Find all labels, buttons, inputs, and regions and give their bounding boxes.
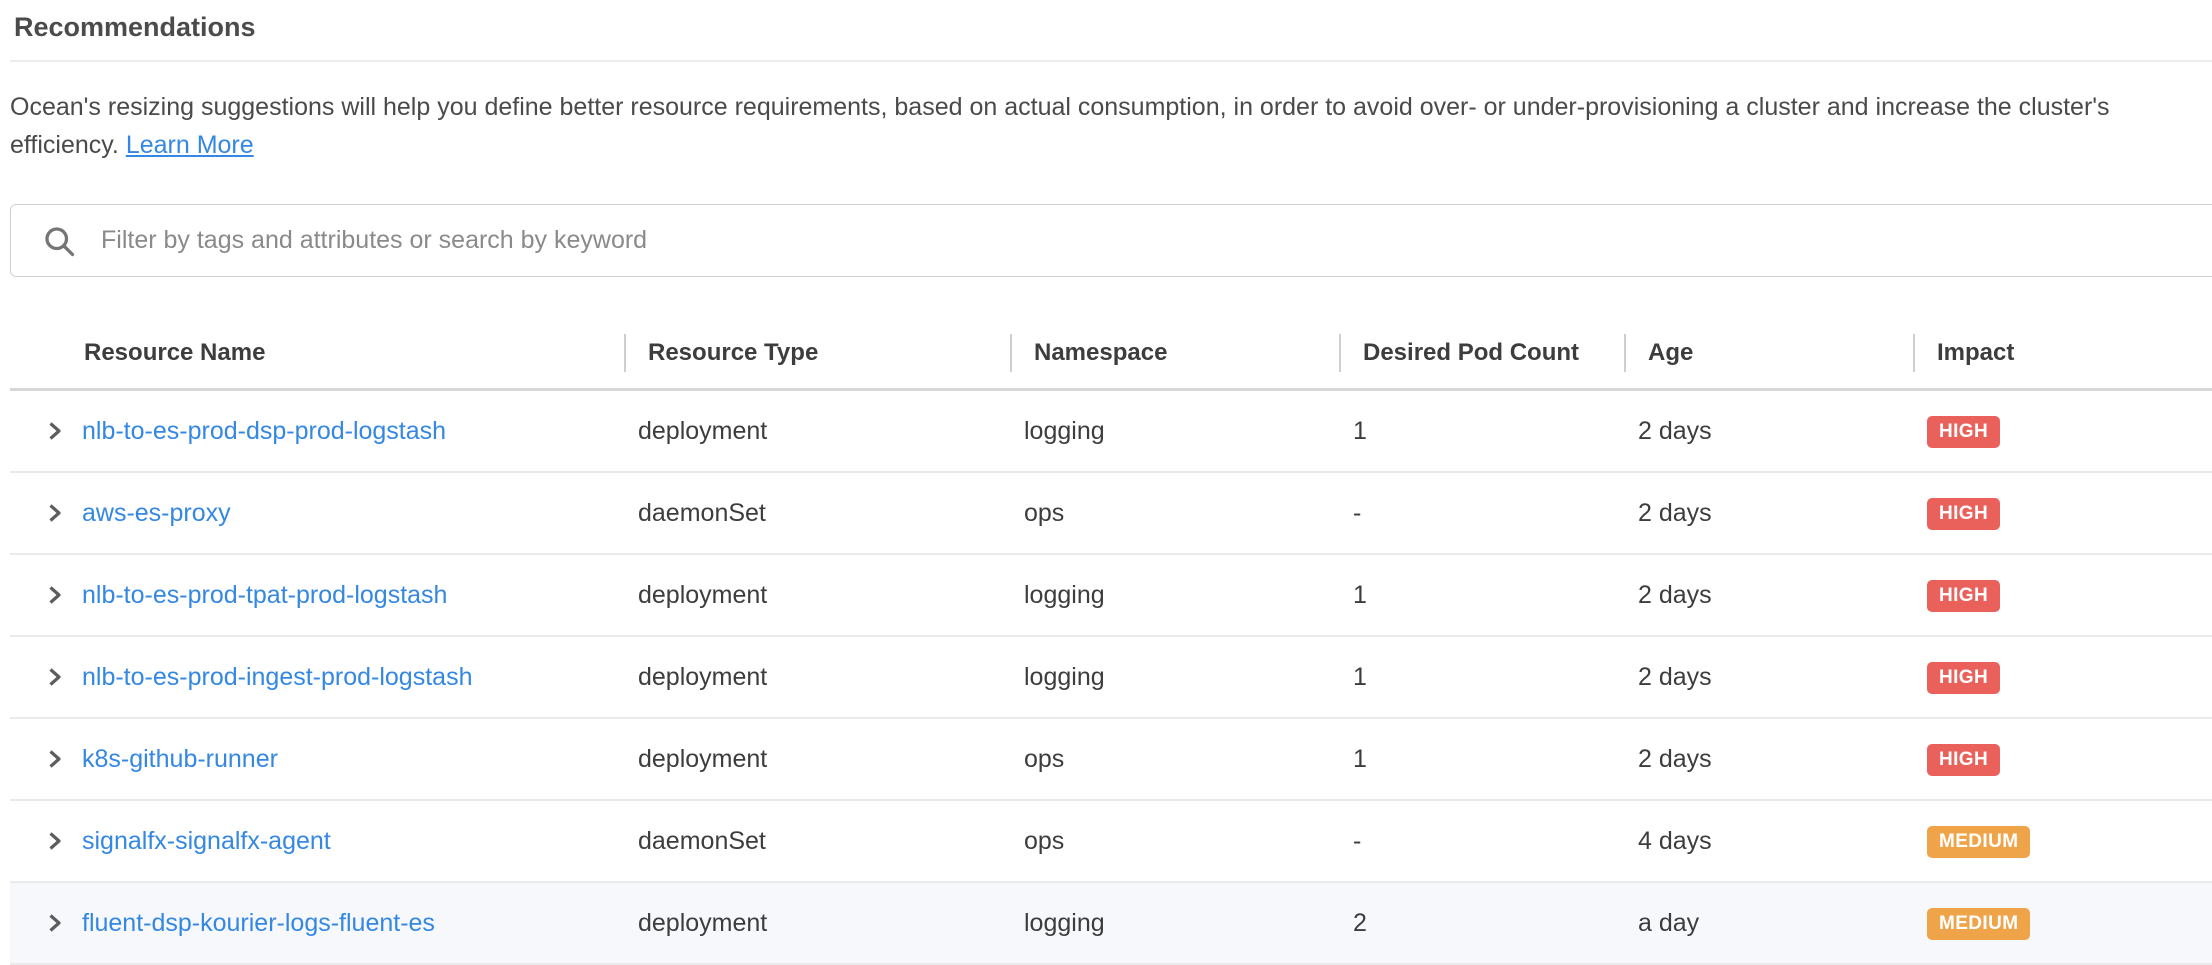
page-description [10, 88, 2170, 164]
resource-name-cell [10, 909, 624, 938]
impact-badge: HIGH [1927, 744, 2000, 776]
resource-type-cell: deployment [638, 580, 768, 609]
column-header-desired-pod-count: Desired Pod Count [1339, 318, 1624, 388]
age-cell: 2 days [1638, 662, 1712, 691]
impact-cell [1913, 497, 2212, 530]
namespace-cell: logging [1024, 416, 1105, 445]
impact-cell [1913, 579, 2212, 612]
impact-cell [1913, 415, 2212, 448]
column-header-namespace: Namespace [1010, 318, 1339, 388]
resource-name-cell [10, 417, 624, 446]
page-title: Recommendations [14, 12, 256, 42]
impact-badge: HIGH [1927, 498, 2000, 530]
resource-name-cell [10, 581, 624, 610]
description-text: Ocean's resizing suggestions will help you define better resource requirements, based on actual consumption, in order to avoid over- or under-provisioning a cluster and increase the cluster's efficiency. [10, 93, 2110, 159]
resource-type-cell: deployment [638, 908, 768, 937]
table-row[interactable] [10, 883, 2212, 965]
namespace-cell: logging [1024, 908, 1105, 937]
table-row[interactable] [10, 719, 2212, 801]
expand-chevron-icon[interactable] [42, 829, 66, 853]
resource-name-cell [10, 499, 624, 528]
resource-name-cell [10, 745, 624, 774]
age-cell: 4 days [1638, 826, 1712, 855]
expand-chevron-icon[interactable] [42, 665, 66, 689]
impact-cell [1913, 661, 2212, 694]
search-input[interactable] [99, 225, 2212, 256]
resource-name-link[interactable]: nlb-to-es-prod-ingest-prod-logstash [82, 662, 473, 691]
pod-count-cell: 1 [1353, 744, 1367, 773]
recommendations-table [10, 318, 2212, 965]
namespace-cell: ops [1024, 826, 1065, 855]
pod-count-cell: 1 [1353, 662, 1367, 691]
age-cell: 2 days [1638, 580, 1712, 609]
table-header [10, 318, 2212, 391]
search-icon [41, 223, 77, 259]
resource-name-link[interactable]: signalfx-signalfx-agent [82, 826, 331, 855]
expand-chevron-icon[interactable] [42, 501, 66, 525]
impact-badge: HIGH [1927, 416, 2000, 448]
resource-name-cell [10, 827, 624, 856]
namespace-cell: ops [1024, 498, 1065, 527]
pod-count-cell: - [1353, 826, 1362, 855]
title-divider [10, 60, 2212, 62]
table-row[interactable] [10, 637, 2212, 719]
column-header-resource-type: Resource Type [624, 318, 1010, 388]
table-row[interactable] [10, 391, 2212, 473]
learn-more-link[interactable]: Learn More [125, 131, 254, 159]
age-cell: 2 days [1638, 498, 1712, 527]
table-row[interactable] [10, 801, 2212, 883]
column-header-resource-name: Resource Name [84, 339, 266, 366]
table-body [10, 391, 2212, 965]
namespace-cell: ops [1024, 744, 1065, 773]
resource-type-cell: deployment [638, 744, 768, 773]
column-header-impact: Impact [1913, 318, 2212, 388]
expand-chevron-icon[interactable] [42, 583, 66, 607]
resource-name-link[interactable]: nlb-to-es-prod-dsp-prod-logstash [82, 416, 447, 445]
impact-badge: HIGH [1927, 662, 2000, 694]
age-cell: 2 days [1638, 744, 1712, 773]
age-cell: a day [1638, 908, 1700, 937]
pod-count-cell: 1 [1353, 416, 1367, 445]
resource-type-cell: daemonSet [638, 498, 766, 527]
resource-name-link[interactable]: aws-es-proxy [82, 498, 231, 527]
age-cell: 2 days [1638, 416, 1712, 445]
resource-type-cell: deployment [638, 662, 768, 691]
pod-count-cell: - [1353, 498, 1362, 527]
table-row[interactable] [10, 473, 2212, 555]
expand-chevron-icon[interactable] [42, 747, 66, 771]
column-header-age: Age [1624, 318, 1913, 388]
impact-badge: MEDIUM [1927, 826, 2030, 858]
impact-badge: MEDIUM [1927, 908, 2030, 940]
impact-badge: HIGH [1927, 580, 2000, 612]
impact-cell [1913, 825, 2212, 858]
expand-chevron-icon[interactable] [42, 911, 66, 935]
pod-count-cell: 1 [1353, 580, 1367, 609]
search-box[interactable] [10, 204, 2212, 277]
resource-name-link[interactable]: fluent-dsp-kourier-logs-fluent-es [82, 908, 435, 937]
table-row[interactable] [10, 555, 2212, 637]
resource-name-cell [10, 663, 624, 692]
pod-count-cell: 2 [1353, 908, 1367, 937]
resource-type-cell: deployment [638, 416, 768, 445]
namespace-cell: logging [1024, 662, 1105, 691]
resource-name-link[interactable]: nlb-to-es-prod-tpat-prod-logstash [82, 580, 448, 609]
resource-name-link[interactable]: k8s-github-runner [82, 744, 278, 773]
expand-chevron-icon[interactable] [42, 419, 66, 443]
namespace-cell: logging [1024, 580, 1105, 609]
resource-type-cell: daemonSet [638, 826, 766, 855]
impact-cell [1913, 907, 2212, 940]
impact-cell [1913, 743, 2212, 776]
